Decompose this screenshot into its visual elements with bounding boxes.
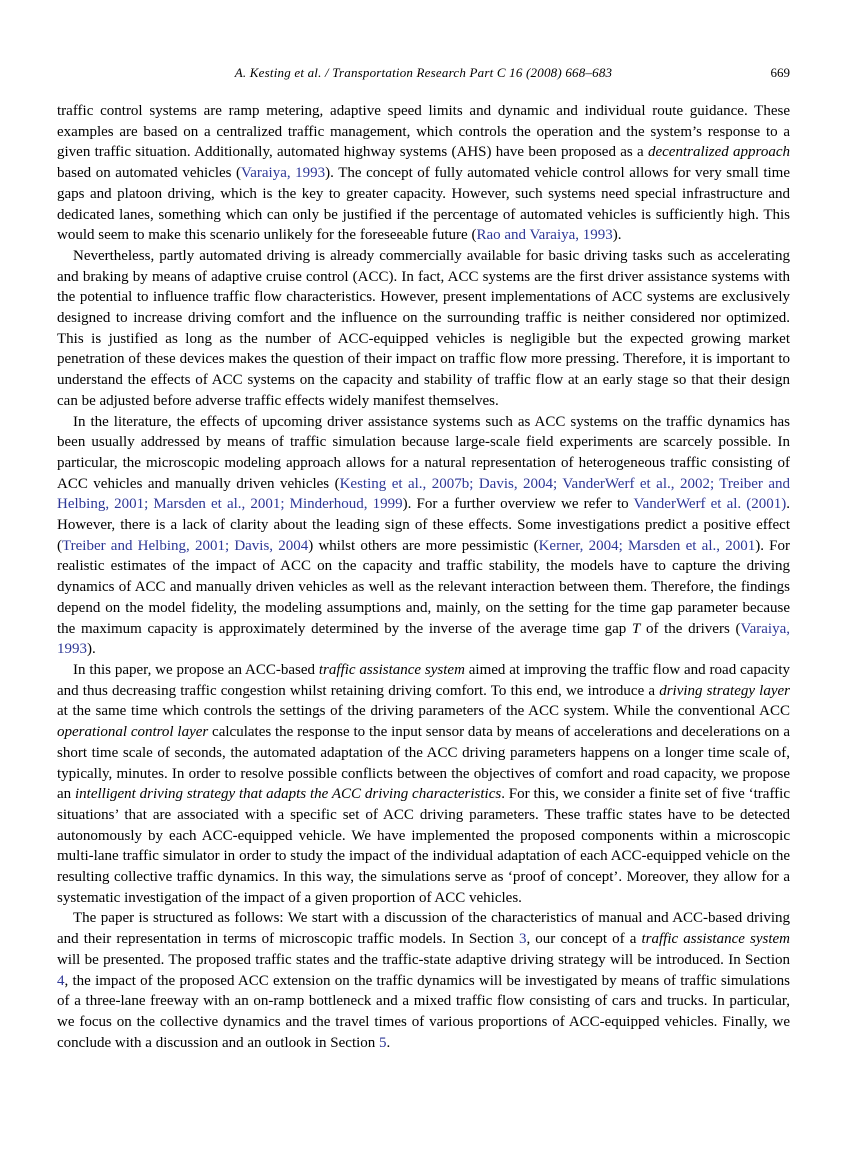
italic-text: traffic assistance system bbox=[641, 931, 791, 948]
paragraph: In this paper, we propose an ACC-based traffic assistance system aimed at improving the traffic flow and road capacity and thus decreasing traffic congestion whilst retaining driving comfort. To this end, we introduce a driving strategy layer at the same time which controls the settings of the driving parameters of the ACC system. While the conventional ACC operational control layer calculates the response to the input sensor data by means of accelerations and decelerations on a short time scale of seconds, the automated adaptation of the ACC driving parameters happens on a longer time scale of, typically, minutes. In order to resolve possible conflicts between the objectives of comfort and road capacity, we propose an intelligent driving strategy that adapts the ACC driving characteristics. For this, we consider a finite set of five ‘traffic situations’ that are associated with a specific set of ACC driving parameters. These traffic states have to be detected autonomously by each ACC-equipped vehicle. We have implemented the proposed components within a microscopic multi-lane traffic simulator in order to study the impact of the individual adaptation of each ACC-equipped vehicle on the resulting collective traffic dynamics. In this way, the simulations serve as ‘proof of concept’. Moreover, they allow for a systematic investigation of the impact of a given proportion of ACC vehicles. bbox=[57, 661, 791, 906]
citation-link[interactable]: Rao and Varaiya, 1993 bbox=[476, 227, 613, 244]
running-title: A. Kesting et al. / Transportation Research Part C 16 (2008) 668–683 bbox=[234, 65, 613, 80]
paragraph: In the literature, the effects of upcoming driver assistance systems such as ACC systems on the traffic dynamics has been usually addressed by means of traffic simulation because large-scale field experiments are scarcely possible. In particular, the microscopic modeling approach allows for a natural representation of heterogeneous traffic consisting of ACC vehicles and manually driven vehicles (Kesting et al., 2007b; Davis, 2004; VanderWerf et al., 2002; Treiber and Helbing, 2001; Marsden et al., 2001; Minderhoud, 1999). For a further overview we refer to VanderWerf et al. (2001). However, there is a lack of clarity about the leading sign of these effects. Some investigations predict a positive effect (Treiber and Helbing, 2001; Davis, 2004) whilst others are more pessimistic (Kerner, 2004; Marsden et al., 2001). For realistic estimates of the impact of ACC on the capacity and traffic stability, the models have to capture the driving dynamics of ACC and manually driven vehicles as well as the relevant interaction between them. Therefore, the findings depend on the model fidelity, the modeling assumptions and, mainly, on the setting for the time gap parameter because the maximum capacity is approximately determined by the inverse of the average time gap T of the drivers (Varaiya, 1993). bbox=[57, 413, 791, 658]
italic-text: driving strategy layer bbox=[659, 682, 790, 699]
italic-text: T bbox=[631, 620, 641, 637]
citation-link[interactable]: 5 bbox=[379, 1034, 387, 1051]
italic-text: intelligent driving strategy that adapts the ACC driving characteristics bbox=[75, 786, 502, 803]
italic-text: operational control layer bbox=[57, 724, 209, 741]
paragraph: traffic control systems are ramp metering, adaptive speed limits and dynamic and individual route guidance. These examples are based on a centralized traffic management, which controls the operation and the system’s response to a given traffic situation. Additionally, automated highway systems (AHS) have been proposed as a decentralized approach based on automated vehicles (Varaiya, 1993). The concept of fully automated vehicle control allows for very small time gaps and platoon driving, which is the key to greater capacity. However, such systems need special infrastructure and dedicated lanes, something which can only be justified if the percentage of automated vehicles is sufficiently high. This would seem to make this scenario unlikely for the foreseeable future (Rao and Varaiya, 1993). bbox=[57, 103, 790, 244]
italic-text: decentralized approach bbox=[647, 144, 790, 161]
page-header bbox=[57, 64, 790, 81]
citation-link[interactable]: 3 bbox=[518, 931, 527, 948]
page-number: 669 bbox=[770, 65, 790, 80]
paragraph: The paper is structured as follows: We start with a discussion of the characteristics of manual and ACC-based driving and their representation in terms of microscopic traffic models. In Section 3, our concept of a traffic assistance system will be presented. The proposed traffic states and the traffic-state adaptive driving strategy will be introduced. In Section 4, the impact of the proposed ACC extension on the traffic dynamics will be investigated by means of traffic simulations of a three-lane freeway with an on-ramp bottleneck and a mixed traffic flow consisting of cars and trucks. In particular, we focus on the collective dynamics and the travel times of various proportions of ACC-equipped vehicles. Finally, we conclude with a discussion and an outlook in Section 5. bbox=[57, 910, 791, 1051]
citation-link[interactable]: Kerner, 2004; Marsden et al., 2001 bbox=[538, 537, 756, 554]
citation-link[interactable]: Kesting et al., 2007b; Davis, 2004; VanderWerf et al., 2002; Treiber and Helbing, 2001; Marsden et al., 2001; Minderhoud, 1999 bbox=[57, 475, 790, 513]
citation-link[interactable]: Varaiya, 1993 bbox=[241, 165, 326, 182]
citation-link[interactable]: Varaiya, 1993 bbox=[57, 620, 791, 658]
citation-link[interactable]: Treiber and Helbing, 2001; Davis, 2004 bbox=[62, 537, 309, 554]
citation-link[interactable]: VanderWerf et al. (2001) bbox=[633, 496, 787, 513]
article-body bbox=[57, 101, 790, 1053]
citation-link[interactable]: 4 bbox=[57, 972, 65, 989]
italic-text: traffic assistance system bbox=[318, 661, 465, 678]
paragraph: Nevertheless, partly automated driving is already commercially available for basic driving tasks such as accelerating and braking by means of adaptive cruise control (ACC). In fact, ACC systems are the first driver assistance systems with the potential to influence traffic flow characteristics. However, present implementations of ACC systems are exclusively designed to increase driving comfort and the influence on the surrounding traffic is neither considered nor optimized. This is justified as long as the number of ACC-equipped vehicles is negligible but the expected growing market penetration of these devices makes the question of their impact on traffic flow more pressing. Therefore, it is important to understand the effects of ACC systems on the capacity and stability of traffic flow at an early stage so that their design can be adjusted before adverse traffic effects widely manifest themselves. bbox=[57, 247, 790, 409]
